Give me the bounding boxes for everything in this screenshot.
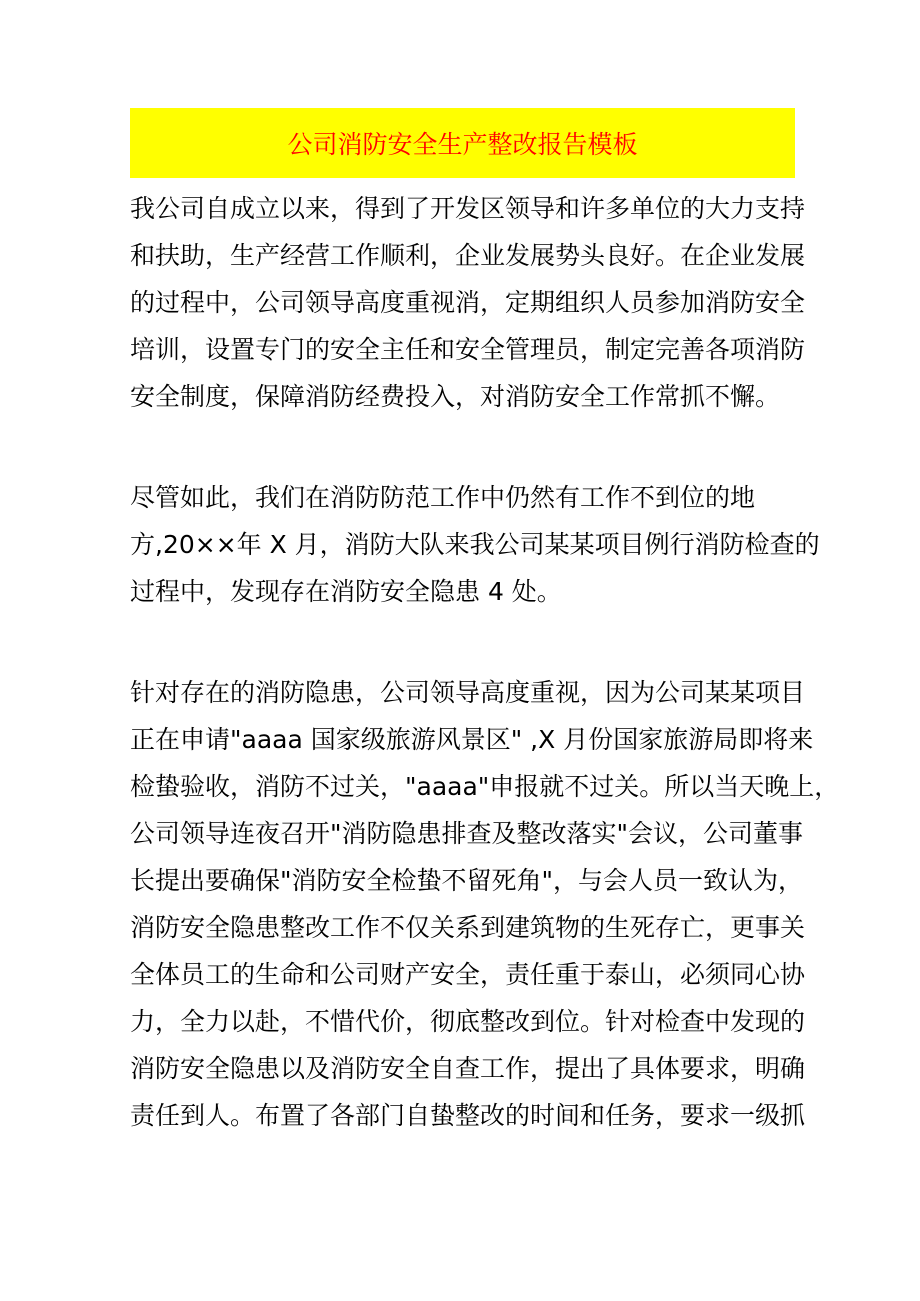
text-line: 消防安全隐患整改工作不仅关系到建筑物的生死存亡，更事关 (130, 913, 806, 942)
document-title: 公司消防安全生产整改报告模板 (287, 130, 638, 159)
text-line: 的过程中，公司领导高度重视消，定期组织人员参加消防安全 (130, 288, 806, 317)
text-line: 力，全力以赴，不惜代价，彻底整改到位。针对检查中发现的 (130, 1007, 806, 1036)
text-line: 长提出要确保"消防安全检蛰不留死角"，与会人员一致认为， (130, 866, 804, 895)
text-line: 公司领导连夜召开"消防隐患排查及整改落实"会议，公司董事 (130, 819, 804, 848)
text-line: 正在申请"aaaa 国家级旅游风景区" ,X 月份国家旅游局即将来 (130, 725, 814, 754)
text-line: 针对存在的消防隐患，公司领导高度重视，因为公司某某项目 (130, 678, 806, 707)
text-line: 我公司自成立以来，得到了开发区领导和许多单位的大力支持 (130, 194, 806, 223)
title-banner (130, 108, 795, 178)
text-line: 责任到人。布置了各部门自蛰整改的时间和任务，要求一级抓 (130, 1101, 806, 1130)
text-line: 消防安全隐患以及消防安全自查工作，提出了具体要求，明确 (130, 1054, 806, 1083)
text-line: 安全制度，保障消防经费投入，对消防安全工作常抓不懈。 (130, 382, 781, 411)
text-line: 培训，设置专门的安全主任和安全管理员，制定完善各项消防 (130, 335, 806, 364)
text-line: 过程中，发现存在消防安全隐患 4 处。 (130, 577, 562, 606)
text-line: 尽管如此，我们在消防防范工作中仍然有工作不到位的地 (130, 483, 756, 512)
paragraph-3 (130, 669, 840, 1139)
paragraph-2 (130, 474, 820, 615)
text-line: 全体员工的生命和公司财产安全，责任重于泰山，必须同心协 (130, 960, 806, 989)
text-line: 方,20××年 X 月，消防大队来我公司某某项目例行消防检查的 (130, 530, 820, 559)
text-line: 检蛰验收，消防不过关，"aaaa"申报就不过关。所以当天晚上， (130, 772, 840, 801)
text-line: 和扶助，生产经营工作顺利，企业发展势头良好。在企业发展 (130, 241, 806, 270)
paragraph-1 (130, 185, 810, 420)
